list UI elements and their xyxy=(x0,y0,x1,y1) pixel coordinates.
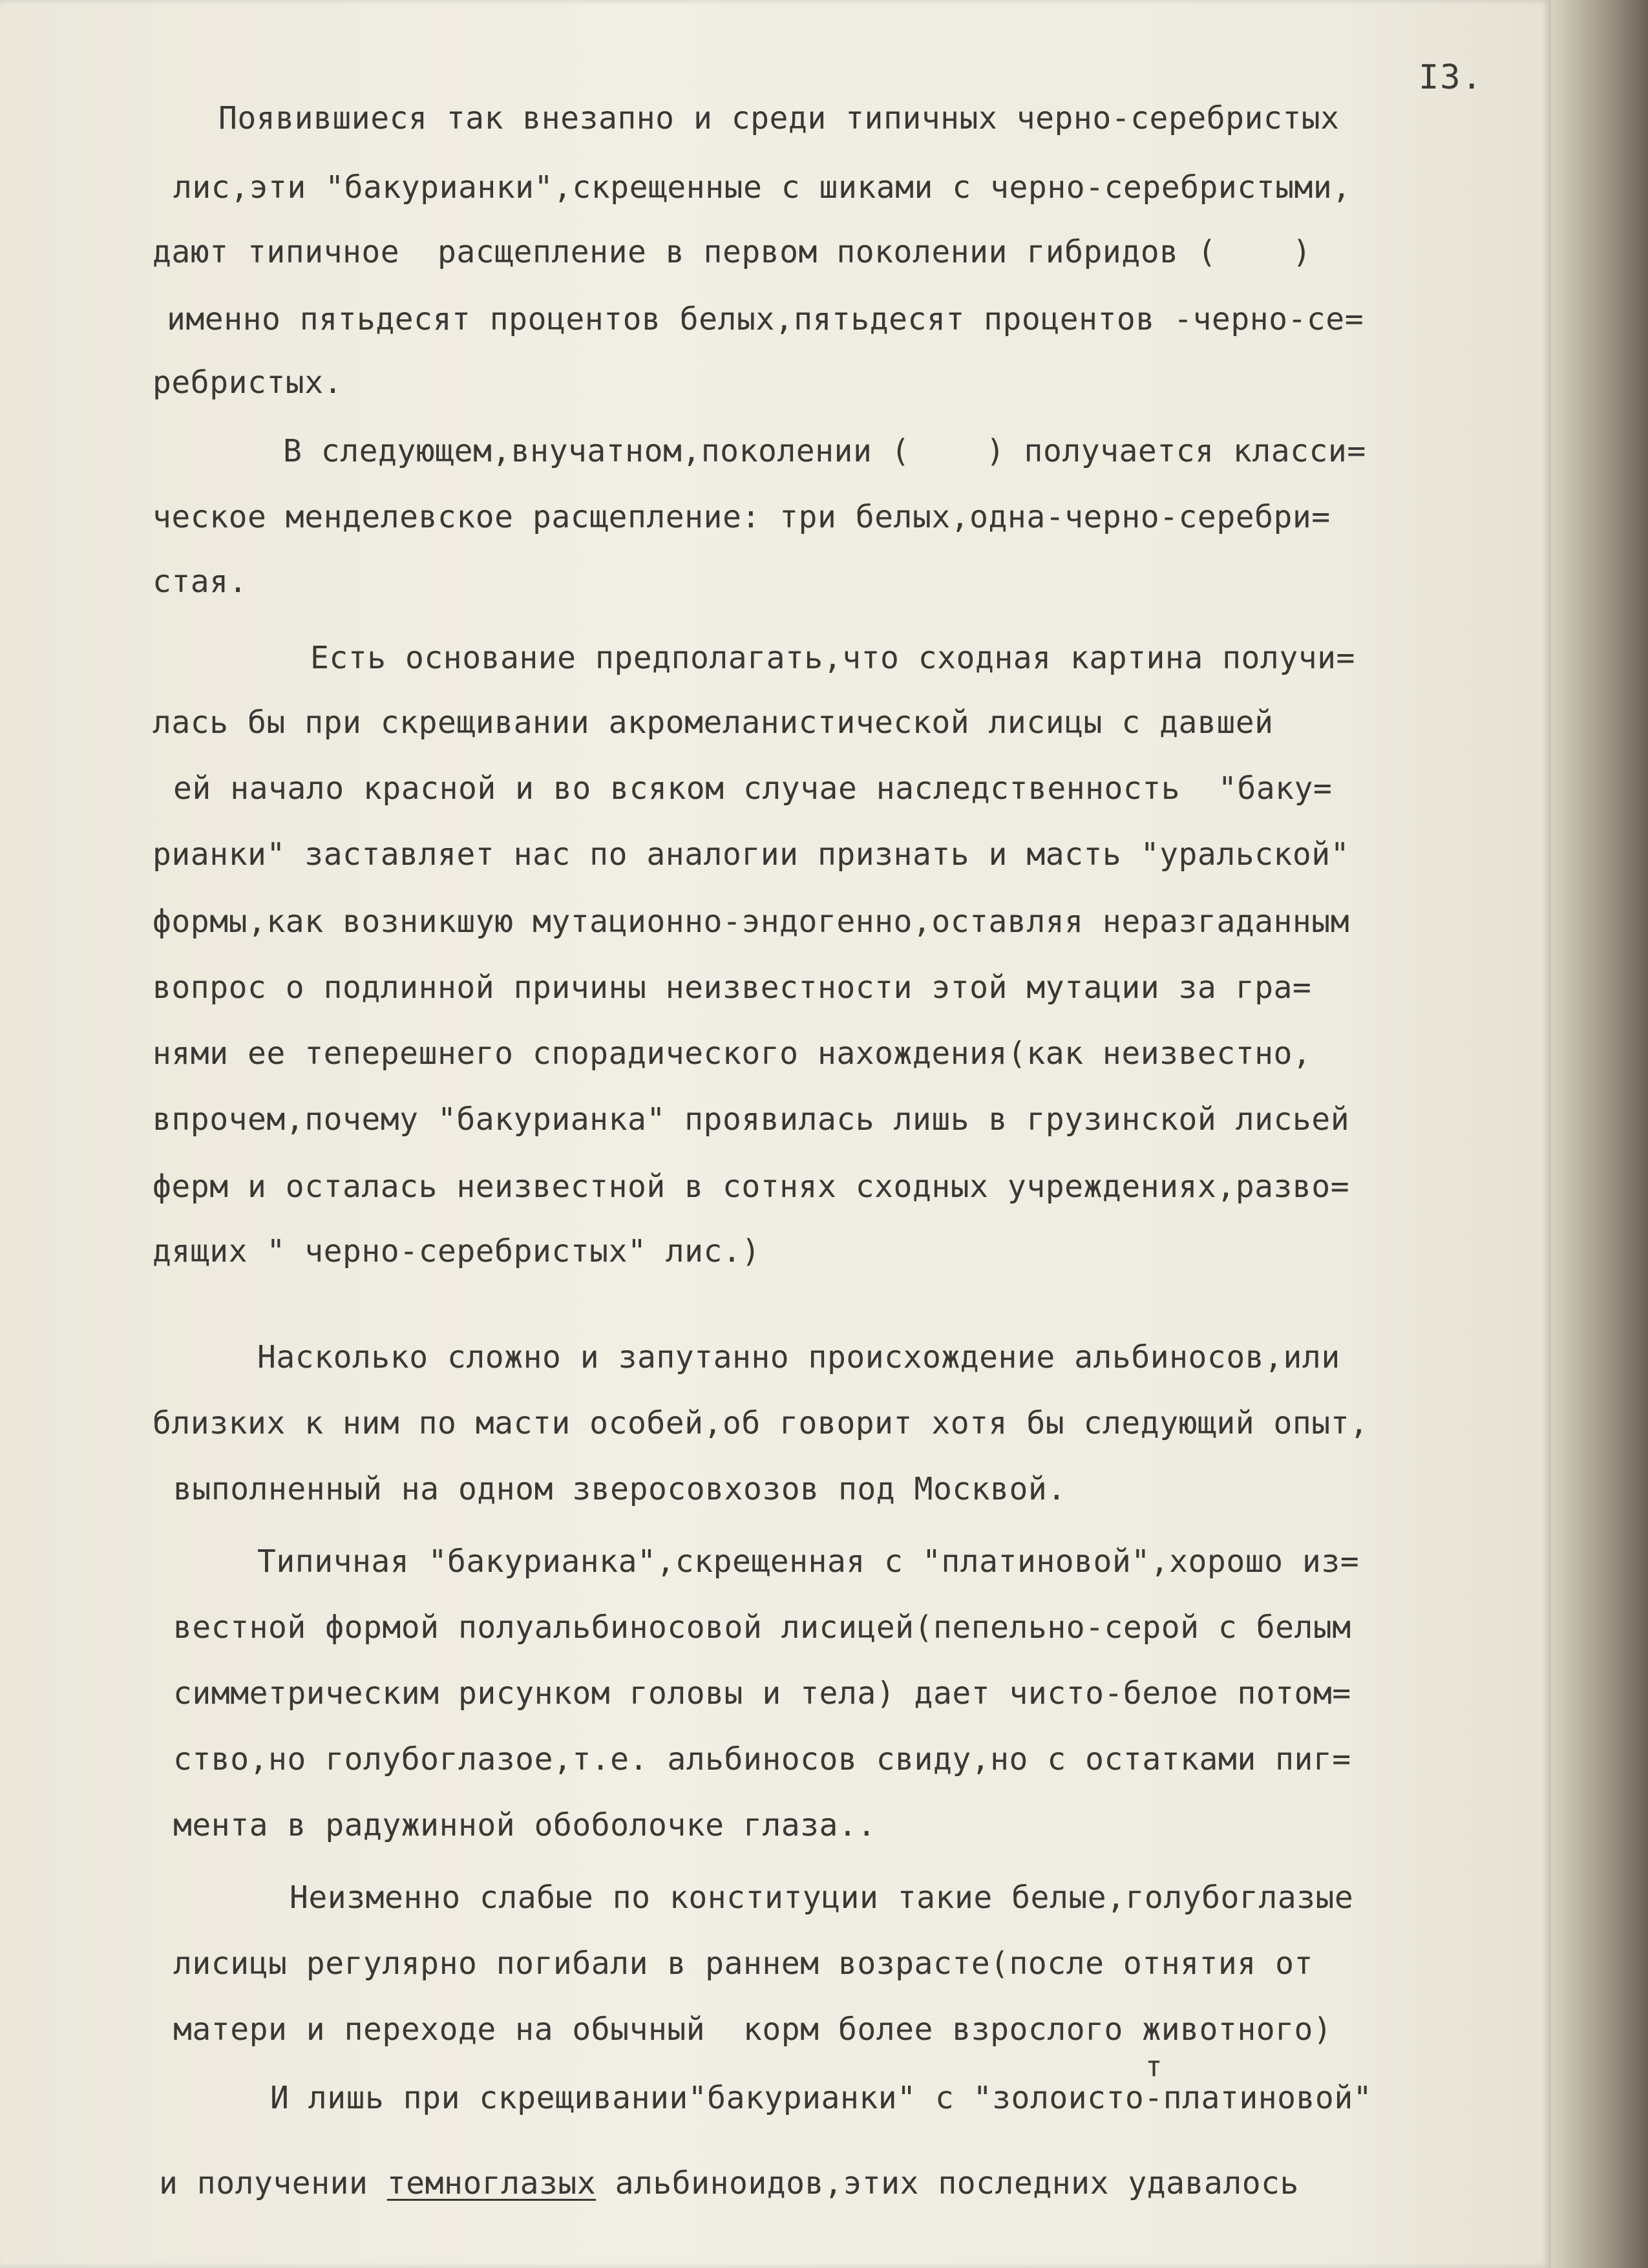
text-line: нями ее теперешнего спорадического нахождения(как неизвестно, xyxy=(153,1035,1312,1072)
text-line: формы,как возникшую мутационно-эндогенно,оставляя неразгаданным xyxy=(153,904,1350,940)
text-line: симметрическим рисунком головы и тела) дает чисто-белое потом= xyxy=(173,1675,1351,1712)
text-segment: альбиноидов,этих последних удавалось xyxy=(596,2165,1299,2201)
text-line: ребристых. xyxy=(153,365,343,401)
text-line: лась бы при скрещивании акромеланистической лисицы с давшей xyxy=(153,705,1274,741)
inserted-letter-annotation: т xyxy=(1145,2050,1163,2083)
page-number: I3. xyxy=(1419,58,1483,97)
text-line: вестной формой полуальбиносовой лисицей(пепельно-серой с белым xyxy=(173,1609,1351,1646)
text-line: мента в радужинной обоболочке глаза.. xyxy=(173,1807,876,1843)
scan-background-edge xyxy=(1551,0,1648,2268)
text-line: ство,но голубоглазое,т.е. альбиносов свиду,но с остатками пиг= xyxy=(173,1741,1351,1777)
text-line: ческое менделевское расщепление: три белых,одна-черно-серебри= xyxy=(153,499,1331,535)
text-line: дящих " черно-серебристых" лис.) xyxy=(153,1233,761,1269)
text-line: дают типичное расщепление в первом поколении гибридов ( ) xyxy=(153,234,1312,270)
text-line: В следующем,внучатном,поколении ( ) получается класси= xyxy=(283,433,1366,469)
text-line: близких к ним по масти особей,об говорит хотя бы следующий опыт, xyxy=(153,1405,1369,1441)
text-line: Появившиеся так внезапно и среди типичных черно-серебристых xyxy=(218,100,1340,136)
text-line: ей начало красной и во всяком случае наследственность "баку= xyxy=(173,770,1333,807)
text-line: И лишь при скрещивании"бакурианки" с "золоисто-платиновой" xyxy=(270,2080,1373,2116)
text-line: Есть основание предполагать,что сходная картина получи= xyxy=(310,640,1355,676)
text-line: выполненный на одном зверосовхозов под Москвой. xyxy=(173,1471,1066,1507)
text-line xyxy=(159,2165,1299,2201)
text-segment: и получении xyxy=(159,2165,387,2201)
text-line: Типичная "бакурианка",скрещенная с "платиновой",хорошо из= xyxy=(257,1543,1360,1580)
text-line: вопрос о подлинной причины неизвестности этой мутации за гра= xyxy=(153,970,1312,1006)
text-line: рианки" заставляет нас по аналогии признать и масть "уральской" xyxy=(153,836,1350,873)
text-line: стая. xyxy=(153,564,248,600)
text-line: Насколько сложно и запутанно происхождение альбиносов,или xyxy=(257,1339,1340,1375)
underlined-word: темноглазых xyxy=(386,2165,597,2201)
text-line: лисицы регулярно погибали в раннем возрасте(после отнятия от xyxy=(173,1945,1313,1982)
text-line: матери и переходе на обычный корм более взрослого животного) xyxy=(173,2011,1333,2048)
text-line: Неизменно слабые по конституции такие белые,голубоглазые xyxy=(290,1880,1354,1916)
text-line: именно пятьдесят процентов белых,пятьдесят процентов -черно-се= xyxy=(167,301,1364,337)
text-line: лис,эти "бакурианки",скрещенные с шиками с черно-серебристыми, xyxy=(173,169,1351,206)
text-line: впрочем,почему "бакурианка" проявилась лишь в грузинской лисьей xyxy=(153,1101,1350,1138)
text-line: ферм и осталась неизвестной в сотнях сходных учреждениях,разво= xyxy=(153,1169,1350,1205)
